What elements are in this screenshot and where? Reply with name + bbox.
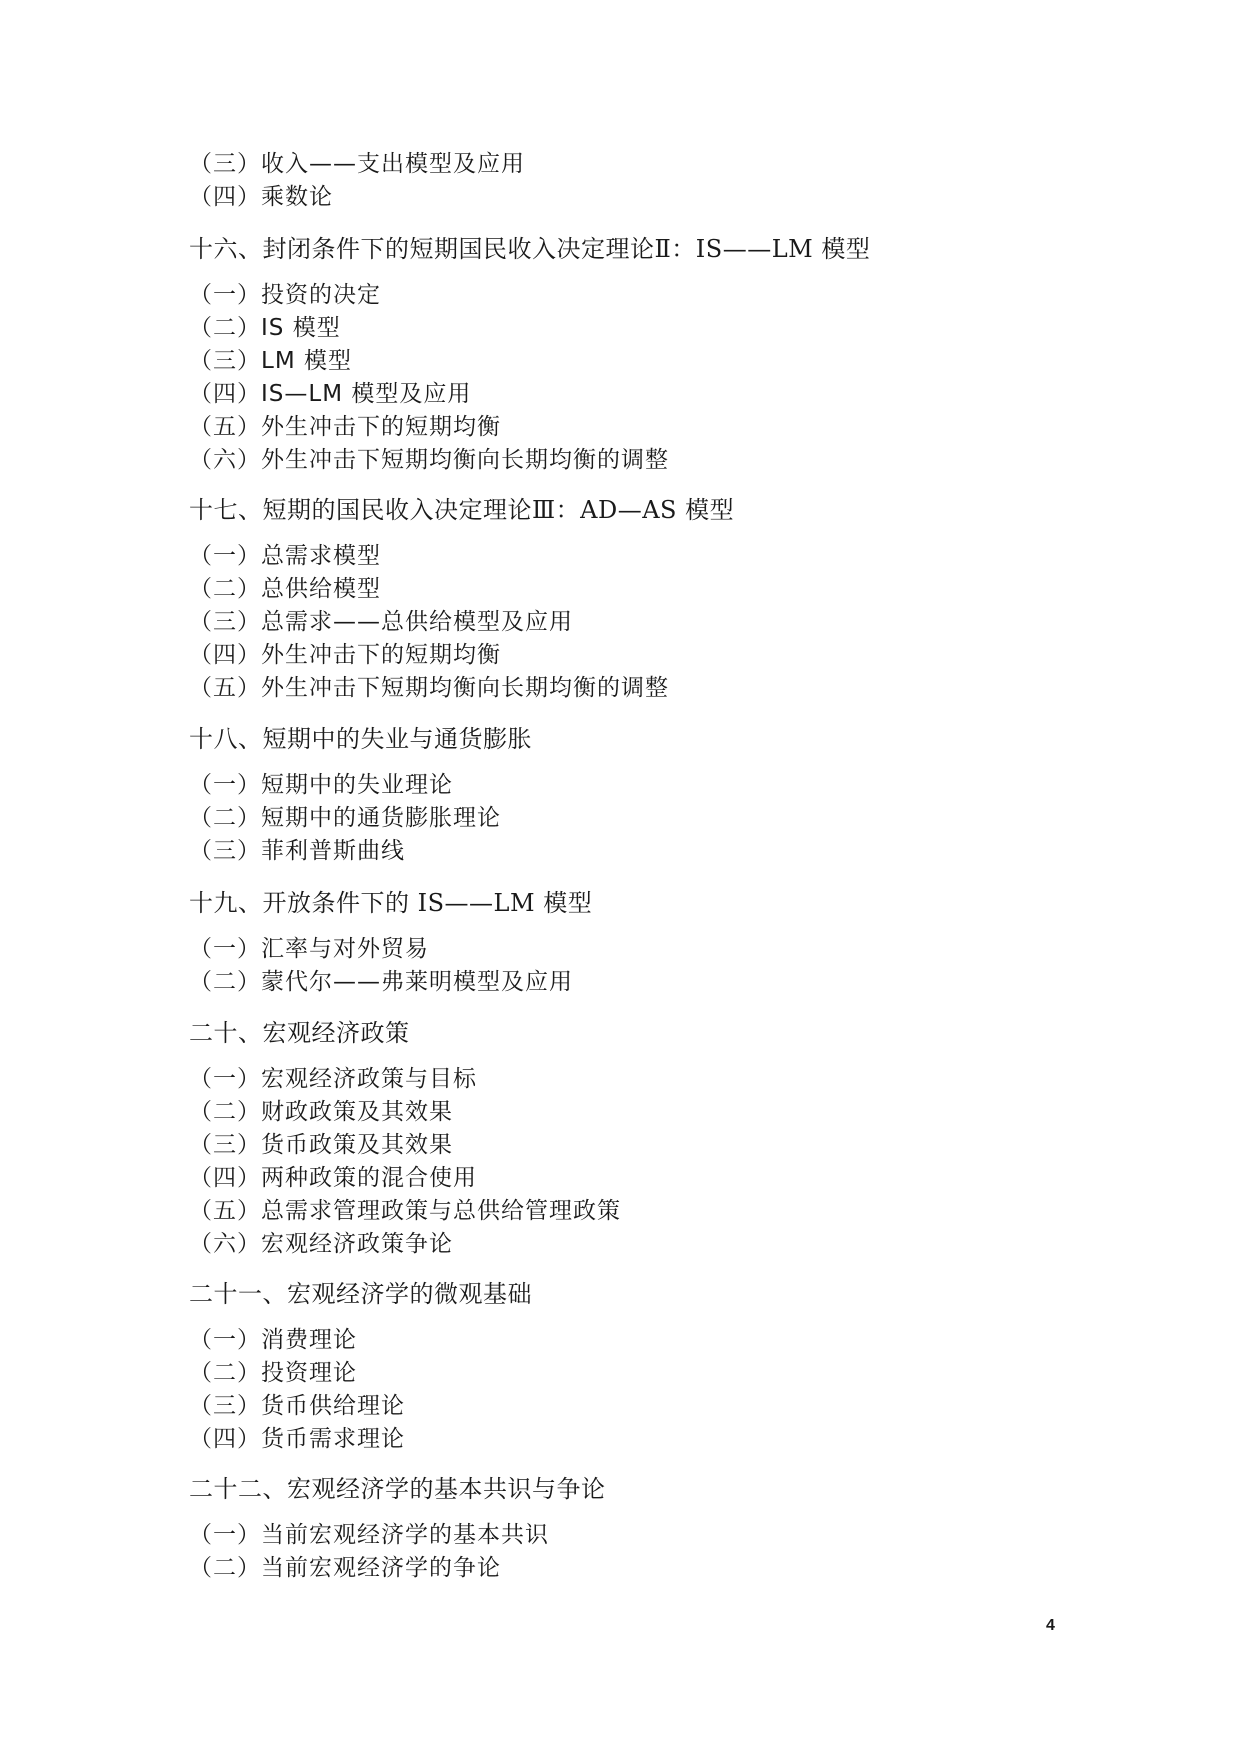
section-heading: 十七、短期的国民收入决定理论Ⅲ：AD—AS 模型 xyxy=(189,496,735,524)
subsection-item: （四）货币需求理论 xyxy=(189,1426,405,1452)
subsection-item: （四）外生冲击下的短期均衡 xyxy=(189,642,501,668)
subsection-item: （五）外生冲击下短期均衡向长期均衡的调整 xyxy=(189,675,669,701)
subsection-item: （二）短期中的通货膨胀理论 xyxy=(189,805,501,831)
subsection-item: （三）收入——支出模型及应用 xyxy=(189,151,525,177)
subsection-item: （四）两种政策的混合使用 xyxy=(189,1165,477,1191)
subsection-item: （四）IS—LM 模型及应用 xyxy=(189,381,472,407)
subsection-item: （二）总供给模型 xyxy=(189,576,381,602)
subsection-item: （三）货币政策及其效果 xyxy=(189,1132,453,1158)
subsection-item: （二）IS 模型 xyxy=(189,315,341,341)
subsection-item: （四）乘数论 xyxy=(189,184,333,210)
subsection-item: （五）外生冲击下的短期均衡 xyxy=(189,414,501,440)
subsection-item: （二）投资理论 xyxy=(189,1360,357,1386)
subsection-item: （三）货币供给理论 xyxy=(189,1393,405,1419)
page-number: 4 xyxy=(1046,1617,1055,1634)
subsection-item: （一）当前宏观经济学的基本共识 xyxy=(189,1522,549,1548)
subsection-item: （一）汇率与对外贸易 xyxy=(189,936,429,962)
subsection-item: （一）总需求模型 xyxy=(189,543,381,569)
subsection-item: （五）总需求管理政策与总供给管理政策 xyxy=(189,1198,621,1224)
subsection-item: （六）外生冲击下短期均衡向长期均衡的调整 xyxy=(189,447,669,473)
subsection-item: （一）消费理论 xyxy=(189,1327,357,1353)
subsection-item: （一）投资的决定 xyxy=(189,282,381,308)
subsection-item: （二）财政政策及其效果 xyxy=(189,1099,453,1125)
subsection-item: （一）短期中的失业理论 xyxy=(189,772,453,798)
section-heading: 二十一、宏观经济学的微观基础 xyxy=(189,1280,532,1308)
section-heading: 十九、开放条件下的 IS——LM 模型 xyxy=(189,889,593,917)
subsection-item: （三）菲利普斯曲线 xyxy=(189,838,405,864)
subsection-item: （三）LM 模型 xyxy=(189,348,352,374)
subsection-item: （六）宏观经济政策争论 xyxy=(189,1231,453,1257)
section-heading: 十八、短期中的失业与通货膨胀 xyxy=(189,725,532,753)
subsection-item: （二）蒙代尔——弗莱明模型及应用 xyxy=(189,969,573,995)
subsection-item: （二）当前宏观经济学的争论 xyxy=(189,1555,501,1581)
subsection-item: （一）宏观经济政策与目标 xyxy=(189,1066,477,1092)
section-heading: 二十、宏观经济政策 xyxy=(189,1019,410,1047)
section-heading: 二十二、宏观经济学的基本共识与争论 xyxy=(189,1475,606,1503)
subsection-item: （三）总需求——总供给模型及应用 xyxy=(189,609,573,635)
section-heading: 十六、封闭条件下的短期国民收入决定理论Ⅱ：IS——LM 模型 xyxy=(189,235,871,263)
